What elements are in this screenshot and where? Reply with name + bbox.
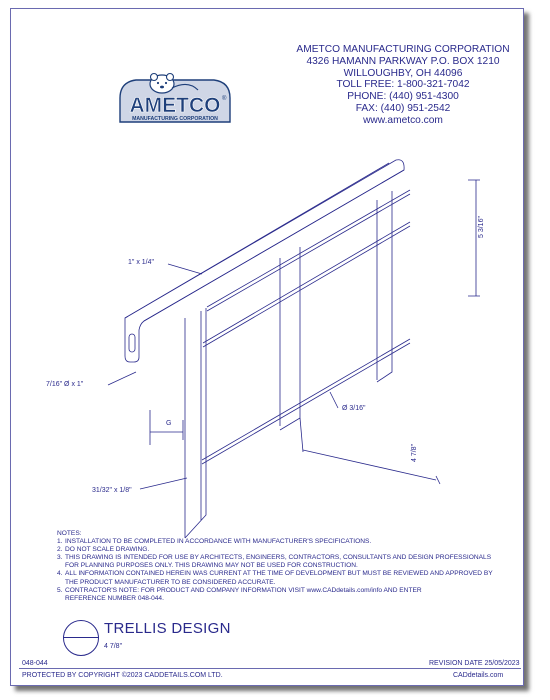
post-leader bbox=[140, 478, 187, 489]
depth-dim bbox=[300, 418, 440, 484]
note-continuation: FOR PLANNING PURPOSES ONLY. THIS DRAWING MAY NOT BE USED FOR CONSTRUCTION. bbox=[65, 562, 358, 570]
note-item: 3. THIS DRAWING IS INTENDED FOR USE BY ARCHITECTS, ENGINEERS, CONTRACTORS, CONSULTANTS AND DESIGN PROFESSIONALS bbox=[57, 554, 492, 562]
footer-divider bbox=[19, 668, 521, 669]
middle-post bbox=[280, 247, 300, 430]
post-dimension: 31/32" x 1/8" bbox=[92, 487, 132, 494]
bar-leader bbox=[168, 264, 202, 274]
right-post bbox=[377, 191, 392, 382]
slot-leader bbox=[108, 372, 136, 385]
drawing-subtitle: 4 7/8" bbox=[104, 643, 123, 650]
logo-tagline: MANUFACTURING CORPORATION bbox=[132, 116, 218, 122]
company-website[interactable]: www.ametco.com bbox=[363, 114, 443, 126]
company-name: AMETCO MANUFACTURING CORPORATION bbox=[296, 44, 510, 55]
top-bar-edge bbox=[125, 163, 389, 318]
height-dim bbox=[468, 180, 480, 296]
top-bar bbox=[125, 160, 404, 362]
note-item: 4. ALL INFORMATION CONTAINED HEREIN WAS CURRENT AT THE TIME OF DEVELOPMENT BUT MUST BE REVIEWED AND APPROVED BY bbox=[57, 570, 493, 578]
note-item: 1. INSTALLATION TO BE COMPLETED IN ACCORDANCE WITH MANUFACTURER'S SPECIFICATIONS. bbox=[57, 538, 372, 546]
note-item: 2. DO NOT SCALE DRAWING. bbox=[57, 546, 150, 554]
note-item: 5. CONTRACTOR'S NOTE: FOR PRODUCT AND COMPANY INFORMATION VISIT www.CADdetails.com/info AND ENTER bbox=[57, 586, 422, 594]
revision-date: REVISION DATE 25/05/2023 bbox=[429, 660, 520, 667]
left-post bbox=[185, 308, 206, 538]
logo-wordmark: AMETCO bbox=[129, 94, 221, 117]
company-toll-free: TOLL FREE: 1-800-321-7042 bbox=[336, 79, 470, 91]
top-bar-dimension: 1" x 1/4" bbox=[128, 259, 154, 266]
rod-lower bbox=[202, 339, 410, 464]
note-continuation: REFERENCE NUMBER 048-044. bbox=[65, 594, 164, 602]
company-phone: PHONE: (440) 951-4300 bbox=[347, 91, 459, 103]
rod-middle bbox=[203, 222, 410, 347]
gap-dim bbox=[150, 410, 183, 445]
rod-top bbox=[207, 190, 410, 311]
title-symbol bbox=[63, 620, 99, 656]
copyright-notice: PROTECTED BY COPYRIGHT ©2023 CADDETAILS.COM LTD. bbox=[22, 672, 223, 679]
registered-mark: ® bbox=[222, 96, 227, 102]
general-notes bbox=[57, 530, 507, 603]
note-continuation: THE PRODUCT MANUFACTURER TO BE CONSIDERED ACCURATE. bbox=[65, 578, 276, 586]
slot-dimension: 7/16" Ø x 1" bbox=[46, 381, 84, 388]
rod-leader bbox=[330, 392, 338, 408]
company-city: WILLOUGHBY, OH 44096 bbox=[343, 67, 463, 79]
depth-dimension: 4 7/8" bbox=[411, 443, 418, 462]
company-fax: FAX: (440) 951-2542 bbox=[355, 102, 451, 114]
height-dimension: 5 3/16" bbox=[478, 216, 485, 238]
drawing-title: TRELLIS DESIGN bbox=[104, 620, 231, 637]
caddetails-link[interactable]: CADdetails.com bbox=[453, 672, 504, 679]
notes-heading: NOTES: bbox=[57, 530, 82, 537]
top-bar-inner bbox=[144, 170, 404, 321]
mounting-slot bbox=[129, 334, 135, 352]
gap-dimension: G bbox=[166, 420, 172, 427]
title-symbol-line bbox=[63, 637, 99, 638]
rod-dimension: Ø 3/16" bbox=[342, 405, 366, 412]
company-address: 4326 HAMANN PARKWAY P.O. BOX 1210 bbox=[306, 55, 500, 67]
reference-number: 048-044 bbox=[22, 660, 48, 667]
